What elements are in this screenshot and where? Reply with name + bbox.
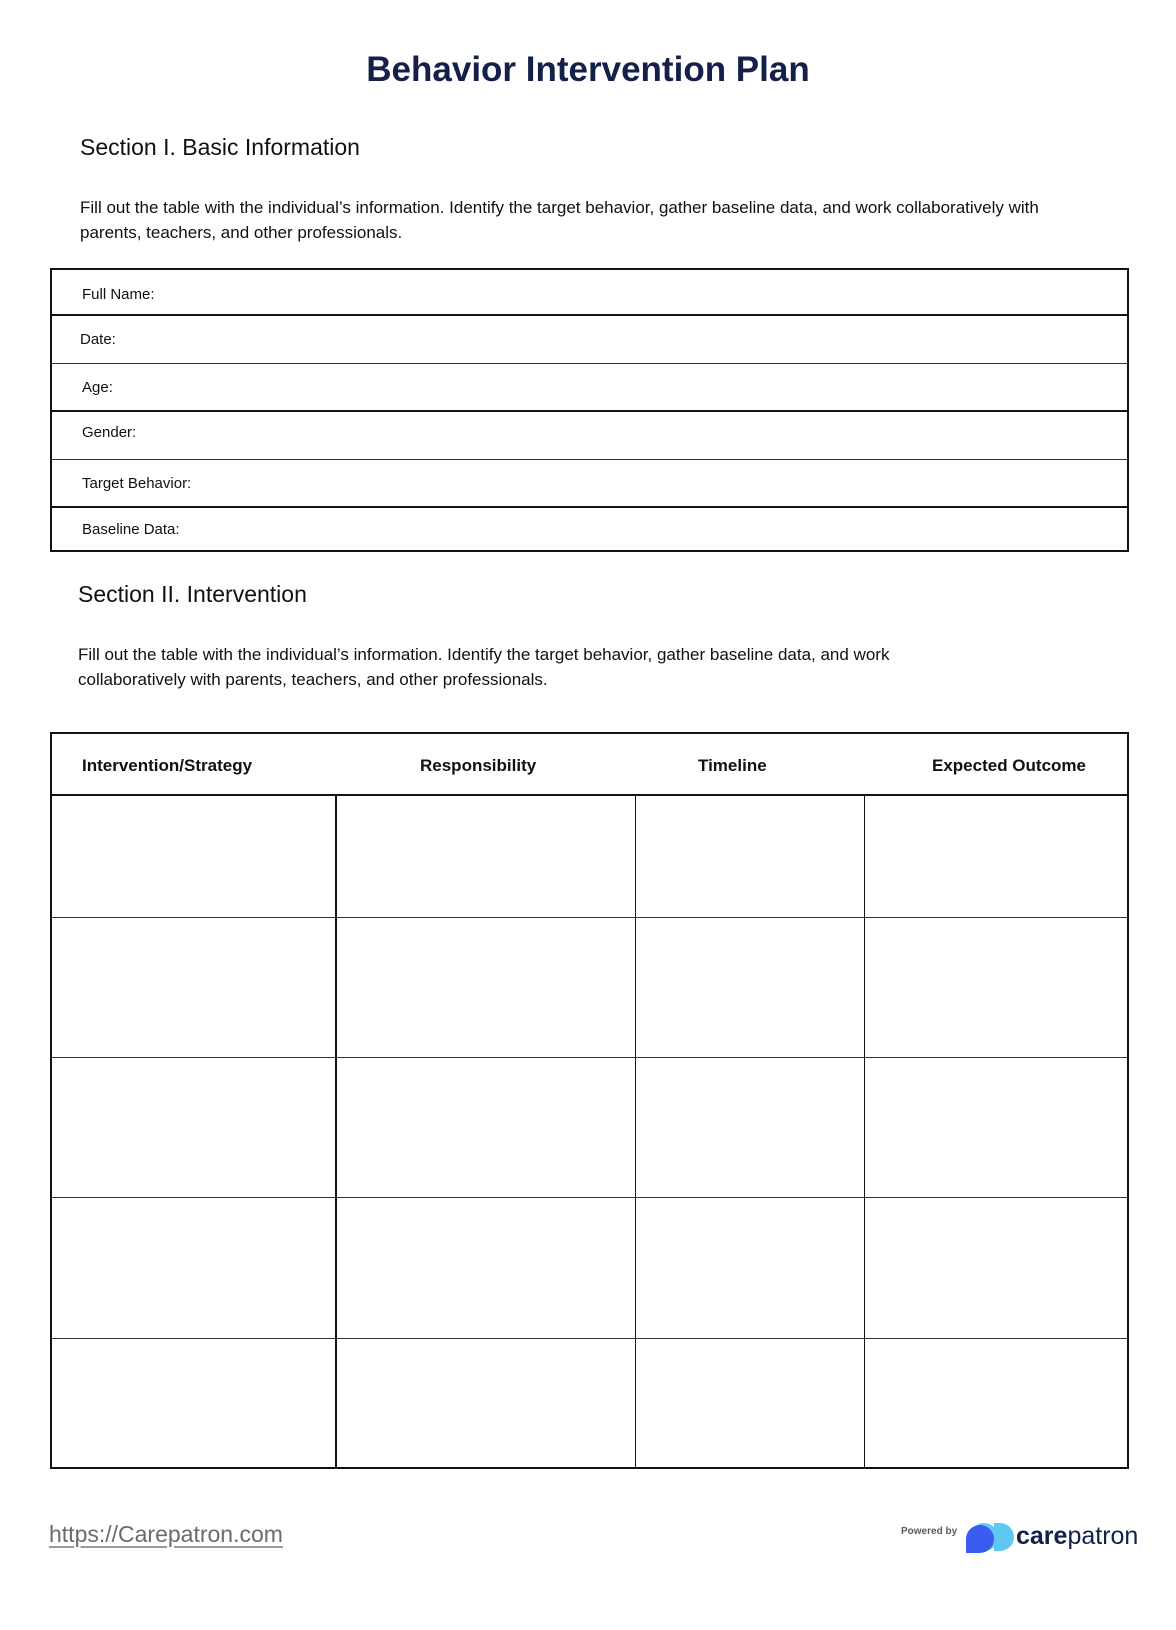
cell-responsibility[interactable] bbox=[337, 1339, 635, 1467]
info-row-baseline-data[interactable] bbox=[52, 508, 1127, 552]
cell-responsibility[interactable] bbox=[337, 1198, 635, 1338]
column-header-intervention: Intervention/Strategy bbox=[82, 756, 253, 775]
info-label: Full Name: bbox=[82, 286, 155, 303]
info-label: Date: bbox=[80, 331, 116, 348]
info-row-gender[interactable] bbox=[52, 412, 1127, 460]
cell-expected-outcome[interactable] bbox=[865, 1198, 1127, 1338]
cell-expected-outcome[interactable] bbox=[865, 796, 1127, 917]
section-1-instructions: Fill out the table with the individual’s information. Identify the target behavior, gather baseline data, and work collaboratively with parents, teachers, and other professionals. bbox=[80, 198, 1039, 242]
carepatron-brand bbox=[1016, 1522, 1138, 1551]
page-title: Behavior Intervention Plan bbox=[366, 50, 810, 89]
info-row-target-behavior[interactable] bbox=[52, 460, 1127, 508]
cell-expected-outcome[interactable] bbox=[865, 1058, 1127, 1197]
info-label: Gender: bbox=[82, 424, 137, 441]
basic-info-table bbox=[50, 268, 1129, 552]
cell-responsibility[interactable] bbox=[337, 1058, 635, 1197]
column-header-timeline: Timeline bbox=[698, 756, 767, 775]
section-2-heading: Section II. Intervention bbox=[78, 581, 307, 607]
info-label: Baseline Data: bbox=[82, 521, 180, 538]
cell-timeline[interactable] bbox=[636, 918, 864, 1057]
info-label: Age: bbox=[82, 379, 113, 396]
brand-bold-text: care bbox=[1016, 1522, 1068, 1550]
cell-intervention[interactable] bbox=[52, 918, 335, 1057]
column-header-responsibility: Responsibility bbox=[420, 756, 537, 775]
info-row-age[interactable] bbox=[52, 364, 1127, 412]
table-header bbox=[52, 734, 1127, 796]
cell-timeline[interactable] bbox=[636, 1058, 864, 1197]
cell-responsibility[interactable] bbox=[337, 918, 635, 1057]
cell-expected-outcome[interactable] bbox=[865, 1339, 1127, 1467]
brand-regular-text: patron bbox=[1067, 1522, 1139, 1550]
info-row-full-name[interactable] bbox=[52, 270, 1127, 316]
cell-timeline[interactable] bbox=[636, 796, 864, 917]
cell-intervention[interactable] bbox=[52, 1339, 335, 1467]
cell-timeline[interactable] bbox=[636, 1198, 864, 1338]
column-header-expected-outcome: Expected Outcome bbox=[932, 756, 1086, 775]
info-label: Target Behavior: bbox=[82, 475, 192, 492]
section-2-instructions: Fill out the table with the individual’s information. Identify the target behavior, gather baseline data, and work collaboratively with parents, teachers, and other professionals. bbox=[78, 645, 890, 689]
section-1-heading: Section I. Basic Information bbox=[80, 134, 360, 160]
cell-timeline[interactable] bbox=[636, 1339, 864, 1467]
cell-responsibility[interactable] bbox=[337, 796, 635, 917]
carepatron-link[interactable]: https://Carepatron.com bbox=[49, 1521, 283, 1547]
cell-intervention[interactable] bbox=[52, 1058, 335, 1197]
carepatron-logo-icon bbox=[964, 1521, 1014, 1555]
powered-by-label: Powered by bbox=[901, 1526, 958, 1537]
cell-intervention[interactable] bbox=[52, 796, 335, 917]
cell-intervention[interactable] bbox=[52, 1198, 335, 1338]
intervention-table bbox=[50, 732, 1129, 1469]
cell-expected-outcome[interactable] bbox=[865, 918, 1127, 1057]
info-row-date[interactable] bbox=[52, 316, 1127, 364]
